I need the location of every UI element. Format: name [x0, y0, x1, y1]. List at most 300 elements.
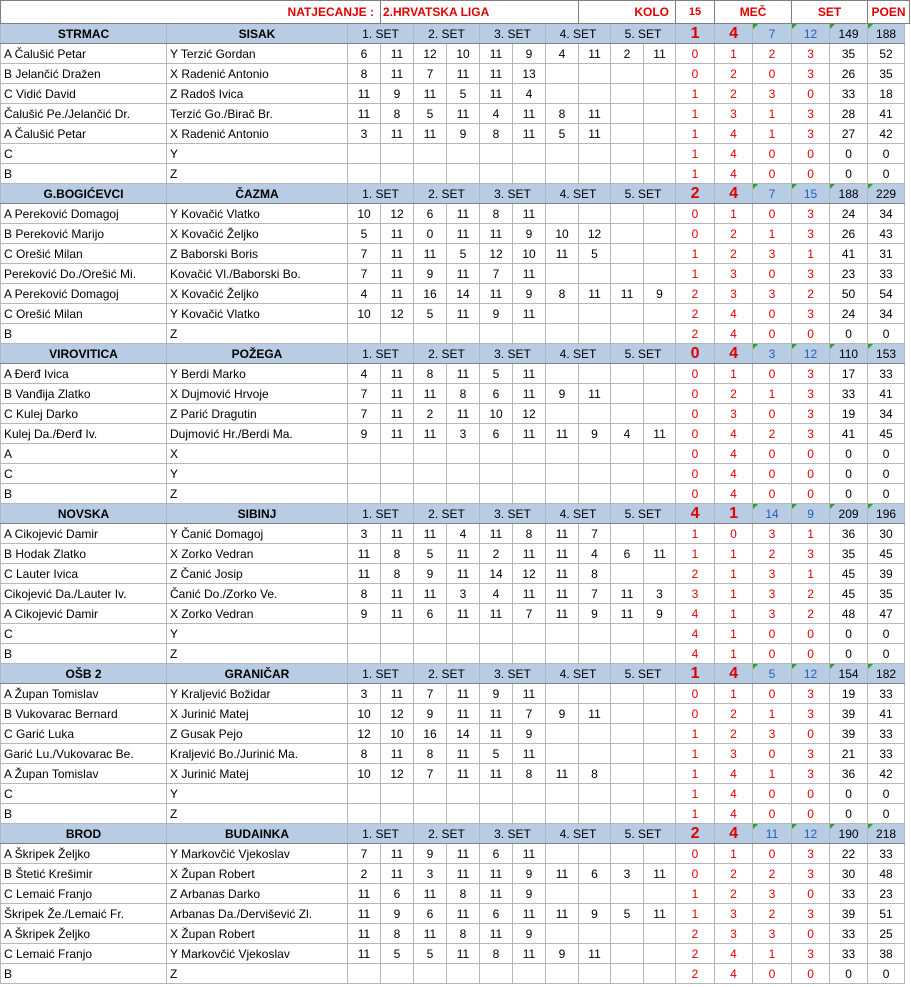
- set-point-cell: 9: [414, 704, 447, 724]
- running-home-match-score: 1: [676, 724, 715, 744]
- away-points: 33: [868, 364, 905, 384]
- set-point-cell: [644, 784, 676, 804]
- set-point-cell: [546, 884, 579, 904]
- away-sets-won: 3: [792, 744, 830, 764]
- set-point-cell: 11: [611, 584, 644, 604]
- game-row: [1, 384, 910, 404]
- set-point-cell: 11: [513, 744, 546, 764]
- set-point-cell: 11: [513, 684, 546, 704]
- set-point-cell: 11: [546, 764, 579, 784]
- running-home-match-score: 1: [676, 764, 715, 784]
- running-away-match-score: 2: [715, 244, 753, 264]
- set-point-cell: [579, 624, 611, 644]
- away-points: 51: [868, 904, 905, 924]
- home-points: 24: [830, 204, 868, 224]
- home-sets-won: 1: [753, 224, 792, 244]
- set-point-cell: 8: [579, 564, 611, 584]
- home-player: Škripek Že./Lemaić Fr.: [1, 904, 167, 924]
- game-row: [1, 324, 910, 344]
- set-point-cell: 5: [546, 124, 579, 144]
- set-column-label: 2. SET: [414, 504, 480, 524]
- set-point-cell: [644, 564, 676, 584]
- set-point-cell: [611, 324, 644, 344]
- set-point-cell: [348, 144, 381, 164]
- away-points: 35: [868, 584, 905, 604]
- running-home-match-score: 1: [676, 524, 715, 544]
- away-points: 34: [868, 304, 905, 324]
- set-point-cell: 11: [546, 544, 579, 564]
- set-point-cell: 11: [414, 924, 447, 944]
- home-player: C Vidić David: [1, 84, 167, 104]
- set-point-cell: 11: [579, 384, 611, 404]
- set-column-label: 3. SET: [480, 504, 546, 524]
- set-point-cell: [611, 104, 644, 124]
- home-player: C Lemaić Franjo: [1, 944, 167, 964]
- set-point-cell: 9: [513, 884, 546, 904]
- away-player: X Dujmović Hrvoje: [167, 384, 348, 404]
- running-away-match-score: 1: [715, 544, 753, 564]
- set-point-cell: [611, 484, 644, 504]
- set-point-cell: 11: [348, 924, 381, 944]
- home-sets-won: 3: [753, 84, 792, 104]
- away-player: Čanić Do./Zorko Ve.: [167, 584, 348, 604]
- away-player: X Župan Robert: [167, 864, 348, 884]
- away-points: 34: [868, 404, 905, 424]
- game-row: [1, 624, 910, 644]
- set-point-cell: 7: [414, 64, 447, 84]
- set-point-cell: [480, 464, 513, 484]
- match-header-row: [1, 344, 910, 364]
- set-point-cell: 11: [447, 204, 480, 224]
- set-point-cell: 11: [447, 764, 480, 784]
- set-point-cell: [381, 164, 414, 184]
- set-point-cell: 12: [381, 204, 414, 224]
- set-point-cell: 9: [381, 904, 414, 924]
- set-point-cell: 4: [480, 584, 513, 604]
- set-point-cell: 7: [579, 524, 611, 544]
- running-home-match-score: 1: [676, 144, 715, 164]
- running-home-match-score: 0: [676, 684, 715, 704]
- set-point-cell: 3: [644, 584, 676, 604]
- set-point-cell: [579, 744, 611, 764]
- set-point-cell: 4: [513, 84, 546, 104]
- set-point-cell: 8: [381, 544, 414, 564]
- game-row: [1, 164, 910, 184]
- set-point-cell: 5: [414, 944, 447, 964]
- set-point-cell: 6: [579, 864, 611, 884]
- set-point-cell: 9: [513, 724, 546, 744]
- set-point-cell: [579, 884, 611, 904]
- set-point-cell: [414, 444, 447, 464]
- away-player: X Jurinić Matej: [167, 704, 348, 724]
- set-point-cell: 16: [414, 724, 447, 744]
- away-points: 33: [868, 844, 905, 864]
- set-column-label: 5. SET: [611, 344, 676, 364]
- set-point-cell: 3: [447, 584, 480, 604]
- away-sets-won: 0: [792, 724, 830, 744]
- away-player: X Zorko Vedran: [167, 604, 348, 624]
- set-point-cell: [513, 324, 546, 344]
- set-point-cell: [546, 164, 579, 184]
- set-point-cell: 11: [381, 844, 414, 864]
- set-point-cell: [579, 264, 611, 284]
- running-home-match-score: 0: [676, 484, 715, 504]
- running-home-match-score: 0: [676, 844, 715, 864]
- set-point-cell: [611, 524, 644, 544]
- set-point-cell: 11: [348, 884, 381, 904]
- set-point-cell: 8: [579, 764, 611, 784]
- set-point-cell: [546, 484, 579, 504]
- set-point-cell: [579, 464, 611, 484]
- set-point-cell: 7: [579, 584, 611, 604]
- away-player: Y: [167, 464, 348, 484]
- home-sets-won: 3: [753, 584, 792, 604]
- set-point-cell: 0: [414, 224, 447, 244]
- home-points: 39: [830, 904, 868, 924]
- running-away-match-score: 3: [715, 104, 753, 124]
- home-sets-won: 0: [753, 464, 792, 484]
- running-away-match-score: 4: [715, 964, 753, 984]
- set-score-label: SET: [792, 1, 868, 24]
- set-point-cell: 11: [381, 64, 414, 84]
- home-sets-total: 5: [753, 664, 792, 684]
- set-point-cell: 11: [579, 944, 611, 964]
- game-row: [1, 744, 910, 764]
- away-team-name: GRANIČAR: [167, 664, 348, 684]
- set-point-cell: [611, 744, 644, 764]
- away-points: 33: [868, 684, 905, 704]
- away-player: Y Terzić Gordan: [167, 44, 348, 64]
- game-row: [1, 144, 910, 164]
- running-home-match-score: 1: [676, 124, 715, 144]
- away-sets-won: 3: [792, 304, 830, 324]
- game-row: [1, 304, 910, 324]
- away-player: Y Markovčić Vjekoslav: [167, 844, 348, 864]
- running-home-match-score: 0: [676, 404, 715, 424]
- set-point-cell: 5: [414, 544, 447, 564]
- set-point-cell: 11: [447, 104, 480, 124]
- home-player: C: [1, 464, 167, 484]
- set-point-cell: [480, 444, 513, 464]
- set-point-cell: [348, 464, 381, 484]
- running-home-match-score: 0: [676, 424, 715, 444]
- set-point-cell: [348, 484, 381, 504]
- set-point-cell: [611, 244, 644, 264]
- set-point-cell: [447, 164, 480, 184]
- set-point-cell: [414, 144, 447, 164]
- home-match-score: 4: [676, 504, 715, 524]
- away-player: Kovačić Vl./Baborski Bo.: [167, 264, 348, 284]
- home-team-name: OŠB 2: [1, 664, 167, 684]
- set-point-cell: [579, 784, 611, 804]
- away-player: Kraljević Bo./Jurinić Ma.: [167, 744, 348, 764]
- running-away-match-score: 4: [715, 424, 753, 444]
- home-points: 26: [830, 224, 868, 244]
- set-point-cell: [611, 644, 644, 664]
- running-home-match-score: 0: [676, 464, 715, 484]
- set-point-cell: 12: [381, 704, 414, 724]
- away-sets-won: 1: [792, 564, 830, 584]
- away-player: X Kovačić Željko: [167, 284, 348, 304]
- set-point-cell: 11: [480, 604, 513, 624]
- set-point-cell: 11: [579, 704, 611, 724]
- set-column-label: 3. SET: [480, 344, 546, 364]
- away-player: X Župan Robert: [167, 924, 348, 944]
- running-away-match-score: 1: [715, 684, 753, 704]
- match-header-row: [1, 24, 910, 44]
- away-points: 48: [868, 864, 905, 884]
- running-home-match-score: 0: [676, 364, 715, 384]
- running-home-match-score: 3: [676, 584, 715, 604]
- home-player: C Orešić Milan: [1, 304, 167, 324]
- away-points-total: 153: [868, 344, 905, 364]
- set-point-cell: 8: [480, 944, 513, 964]
- set-point-cell: 11: [447, 704, 480, 724]
- set-point-cell: [414, 804, 447, 824]
- away-player: Z: [167, 164, 348, 184]
- set-point-cell: [513, 164, 546, 184]
- game-row: [1, 104, 910, 124]
- home-sets-won: 3: [753, 724, 792, 744]
- away-points-total: 229: [868, 184, 905, 204]
- set-point-cell: [579, 84, 611, 104]
- set-point-cell: [611, 364, 644, 384]
- home-sets-won: 0: [753, 624, 792, 644]
- set-point-cell: 11: [447, 744, 480, 764]
- set-column-label: 5. SET: [611, 24, 676, 44]
- set-point-cell: 10: [546, 224, 579, 244]
- home-sets-won: 0: [753, 444, 792, 464]
- set-point-cell: [447, 784, 480, 804]
- home-sets-won: 0: [753, 64, 792, 84]
- away-player: Z: [167, 644, 348, 664]
- set-point-cell: [611, 764, 644, 784]
- running-home-match-score: 4: [676, 624, 715, 644]
- home-points: 33: [830, 884, 868, 904]
- game-row: [1, 864, 910, 884]
- away-points: 41: [868, 384, 905, 404]
- set-point-cell: 9: [414, 264, 447, 284]
- set-point-cell: [447, 464, 480, 484]
- set-point-cell: 10: [480, 404, 513, 424]
- game-row: [1, 204, 910, 224]
- set-point-cell: [611, 564, 644, 584]
- set-point-cell: [381, 444, 414, 464]
- set-point-cell: [644, 164, 676, 184]
- set-point-cell: 4: [579, 544, 611, 564]
- set-point-cell: 11: [513, 364, 546, 384]
- set-point-cell: 12: [414, 44, 447, 64]
- home-points: 27: [830, 124, 868, 144]
- away-player: Z Parić Dragutin: [167, 404, 348, 424]
- away-player: Arbanas Da./Dervišević Zl.: [167, 904, 348, 924]
- set-point-cell: 8: [381, 104, 414, 124]
- running-away-match-score: 2: [715, 724, 753, 744]
- set-point-cell: 6: [414, 604, 447, 624]
- home-sets-won: 0: [753, 804, 792, 824]
- set-point-cell: 11: [348, 564, 381, 584]
- set-point-cell: [579, 204, 611, 224]
- set-point-cell: 5: [579, 244, 611, 264]
- home-sets-won: 1: [753, 944, 792, 964]
- home-player: C Orešić Milan: [1, 244, 167, 264]
- set-point-cell: [644, 84, 676, 104]
- set-point-cell: [546, 784, 579, 804]
- set-point-cell: [513, 804, 546, 824]
- set-point-cell: 5: [447, 244, 480, 264]
- home-points: 17: [830, 364, 868, 384]
- home-player: Cikojević Da./Lauter Iv.: [1, 584, 167, 604]
- home-points: 0: [830, 324, 868, 344]
- set-point-cell: 11: [480, 224, 513, 244]
- set-point-cell: [611, 704, 644, 724]
- set-point-cell: [644, 624, 676, 644]
- home-points: 33: [830, 384, 868, 404]
- away-points: 0: [868, 804, 905, 824]
- away-player: X Jurinić Matej: [167, 764, 348, 784]
- set-point-cell: 11: [447, 264, 480, 284]
- home-points: 50: [830, 284, 868, 304]
- set-point-cell: [513, 964, 546, 984]
- round-label: KOLO: [579, 1, 676, 24]
- set-point-cell: 11: [546, 604, 579, 624]
- set-point-cell: [579, 684, 611, 704]
- set-column-label: 4. SET: [546, 184, 611, 204]
- home-player: A Čalušić Petar: [1, 44, 167, 64]
- set-point-cell: 11: [348, 84, 381, 104]
- set-point-cell: 11: [480, 44, 513, 64]
- away-player: Z Arbanas Darko: [167, 884, 348, 904]
- away-points: 33: [868, 724, 905, 744]
- away-points: 25: [868, 924, 905, 944]
- set-point-cell: 11: [546, 244, 579, 264]
- set-point-cell: 9: [480, 304, 513, 324]
- home-sets-won: 2: [753, 424, 792, 444]
- running-away-match-score: 4: [715, 164, 753, 184]
- set-column-label: 1. SET: [348, 504, 414, 524]
- set-point-cell: [546, 644, 579, 664]
- home-team-name: STRMAC: [1, 24, 167, 44]
- match-header-row: [1, 664, 910, 684]
- away-player: X Zorko Vedran: [167, 544, 348, 564]
- away-points: 18: [868, 84, 905, 104]
- away-points: 33: [868, 264, 905, 284]
- running-away-match-score: 1: [715, 604, 753, 624]
- game-row: [1, 264, 910, 284]
- away-points-total: 218: [868, 824, 905, 844]
- home-player: A: [1, 444, 167, 464]
- away-sets-won: 3: [792, 224, 830, 244]
- set-point-cell: 9: [644, 284, 676, 304]
- set-point-cell: [414, 644, 447, 664]
- game-row: [1, 604, 910, 624]
- set-point-cell: [381, 804, 414, 824]
- set-point-cell: [480, 804, 513, 824]
- running-away-match-score: 2: [715, 384, 753, 404]
- set-point-cell: [611, 624, 644, 644]
- game-row: [1, 564, 910, 584]
- set-point-cell: [447, 144, 480, 164]
- home-player: B Vukovarac Bernard: [1, 704, 167, 724]
- set-point-cell: [480, 784, 513, 804]
- away-player: Z Gusak Pejo: [167, 724, 348, 744]
- set-point-cell: 14: [447, 724, 480, 744]
- set-point-cell: 11: [480, 764, 513, 784]
- set-point-cell: 12: [381, 304, 414, 324]
- set-point-cell: [644, 104, 676, 124]
- home-points: 35: [830, 44, 868, 64]
- set-point-cell: 7: [348, 244, 381, 264]
- set-point-cell: [546, 964, 579, 984]
- home-team-name: BROD: [1, 824, 167, 844]
- game-row: [1, 364, 910, 384]
- set-point-cell: 11: [414, 584, 447, 604]
- running-home-match-score: 0: [676, 44, 715, 64]
- set-point-cell: 11: [447, 404, 480, 424]
- set-point-cell: 11: [480, 864, 513, 884]
- set-column-label: 5. SET: [611, 184, 676, 204]
- set-point-cell: 11: [414, 884, 447, 904]
- set-point-cell: 11: [513, 384, 546, 404]
- set-point-cell: [579, 364, 611, 384]
- set-point-cell: [546, 724, 579, 744]
- home-player: A Đerđ Ivica: [1, 364, 167, 384]
- set-point-cell: 8: [348, 584, 381, 604]
- set-point-cell: [381, 964, 414, 984]
- away-sets-won: 3: [792, 844, 830, 864]
- set-point-cell: [644, 364, 676, 384]
- home-player: Čalušić Pe./Jelančić Dr.: [1, 104, 167, 124]
- set-point-cell: [546, 924, 579, 944]
- set-point-cell: [644, 484, 676, 504]
- set-point-cell: [611, 124, 644, 144]
- home-points: 19: [830, 404, 868, 424]
- home-points: 28: [830, 104, 868, 124]
- set-point-cell: [644, 884, 676, 904]
- away-sets-won: 3: [792, 404, 830, 424]
- away-player: Z: [167, 484, 348, 504]
- away-points-total: 196: [868, 504, 905, 524]
- home-sets-won: 1: [753, 384, 792, 404]
- set-point-cell: [644, 264, 676, 284]
- set-point-cell: 8: [447, 384, 480, 404]
- running-away-match-score: 3: [715, 904, 753, 924]
- set-point-cell: [414, 624, 447, 644]
- set-point-cell: [381, 784, 414, 804]
- set-point-cell: 8: [414, 364, 447, 384]
- match-header-row: [1, 824, 910, 844]
- set-point-cell: 5: [381, 944, 414, 964]
- game-row: [1, 764, 910, 784]
- running-away-match-score: 0: [715, 524, 753, 544]
- set-point-cell: [644, 964, 676, 984]
- set-point-cell: 7: [513, 604, 546, 624]
- running-home-match-score: 2: [676, 924, 715, 944]
- away-sets-won: 3: [792, 684, 830, 704]
- home-sets-won: 0: [753, 164, 792, 184]
- away-sets-won: 3: [792, 264, 830, 284]
- set-point-cell: 9: [546, 704, 579, 724]
- away-points: 0: [868, 464, 905, 484]
- set-column-label: 3. SET: [480, 824, 546, 844]
- running-away-match-score: 2: [715, 864, 753, 884]
- set-point-cell: [611, 884, 644, 904]
- home-player: B: [1, 484, 167, 504]
- away-player: Z: [167, 324, 348, 344]
- set-point-cell: [611, 204, 644, 224]
- game-row: [1, 64, 910, 84]
- set-point-cell: [381, 644, 414, 664]
